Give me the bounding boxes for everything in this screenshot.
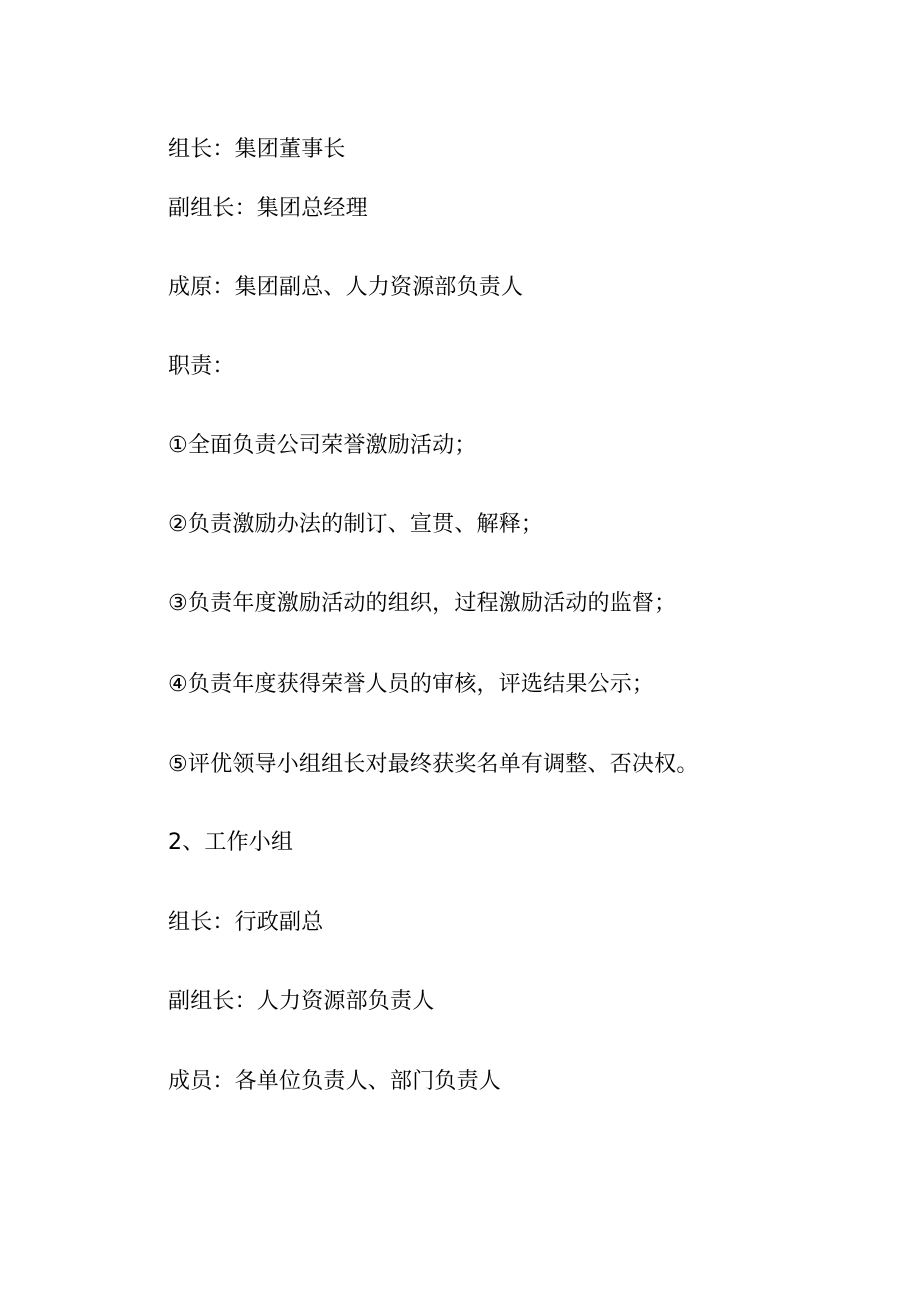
duty-item: ⑤评优领导小组组长对最终获奖名单有调整、否决权。	[168, 752, 699, 777]
leadership-group-leader: 组长：集团董事长	[168, 137, 346, 162]
leadership-group-members: 成原：集团副总、人力资源部负责人	[168, 275, 524, 300]
duty-item: ①全面负责公司荣誉激励活动；	[168, 433, 477, 458]
working-group-leader: 组长：行政副总	[168, 910, 324, 935]
duty-item: ③负责年度激励活动的组织，过程激励活动的监督；	[168, 591, 677, 616]
working-group-heading: 2、工作小组	[168, 830, 294, 855]
working-group-deputy-leader: 副组长：人力资源部负责人	[168, 989, 435, 1014]
leadership-group-deputy-leader: 副组长：集团总经理	[168, 196, 368, 221]
working-group-members: 成员：各单位负责人、部门负责人	[168, 1069, 502, 1094]
duty-item: ④负责年度获得荣誉人员的审核，评选结果公示；	[168, 672, 655, 697]
duty-item: ②负责激励办法的制订、宣贯、解释；	[168, 512, 544, 537]
duties-heading: 职责：	[168, 354, 235, 379]
